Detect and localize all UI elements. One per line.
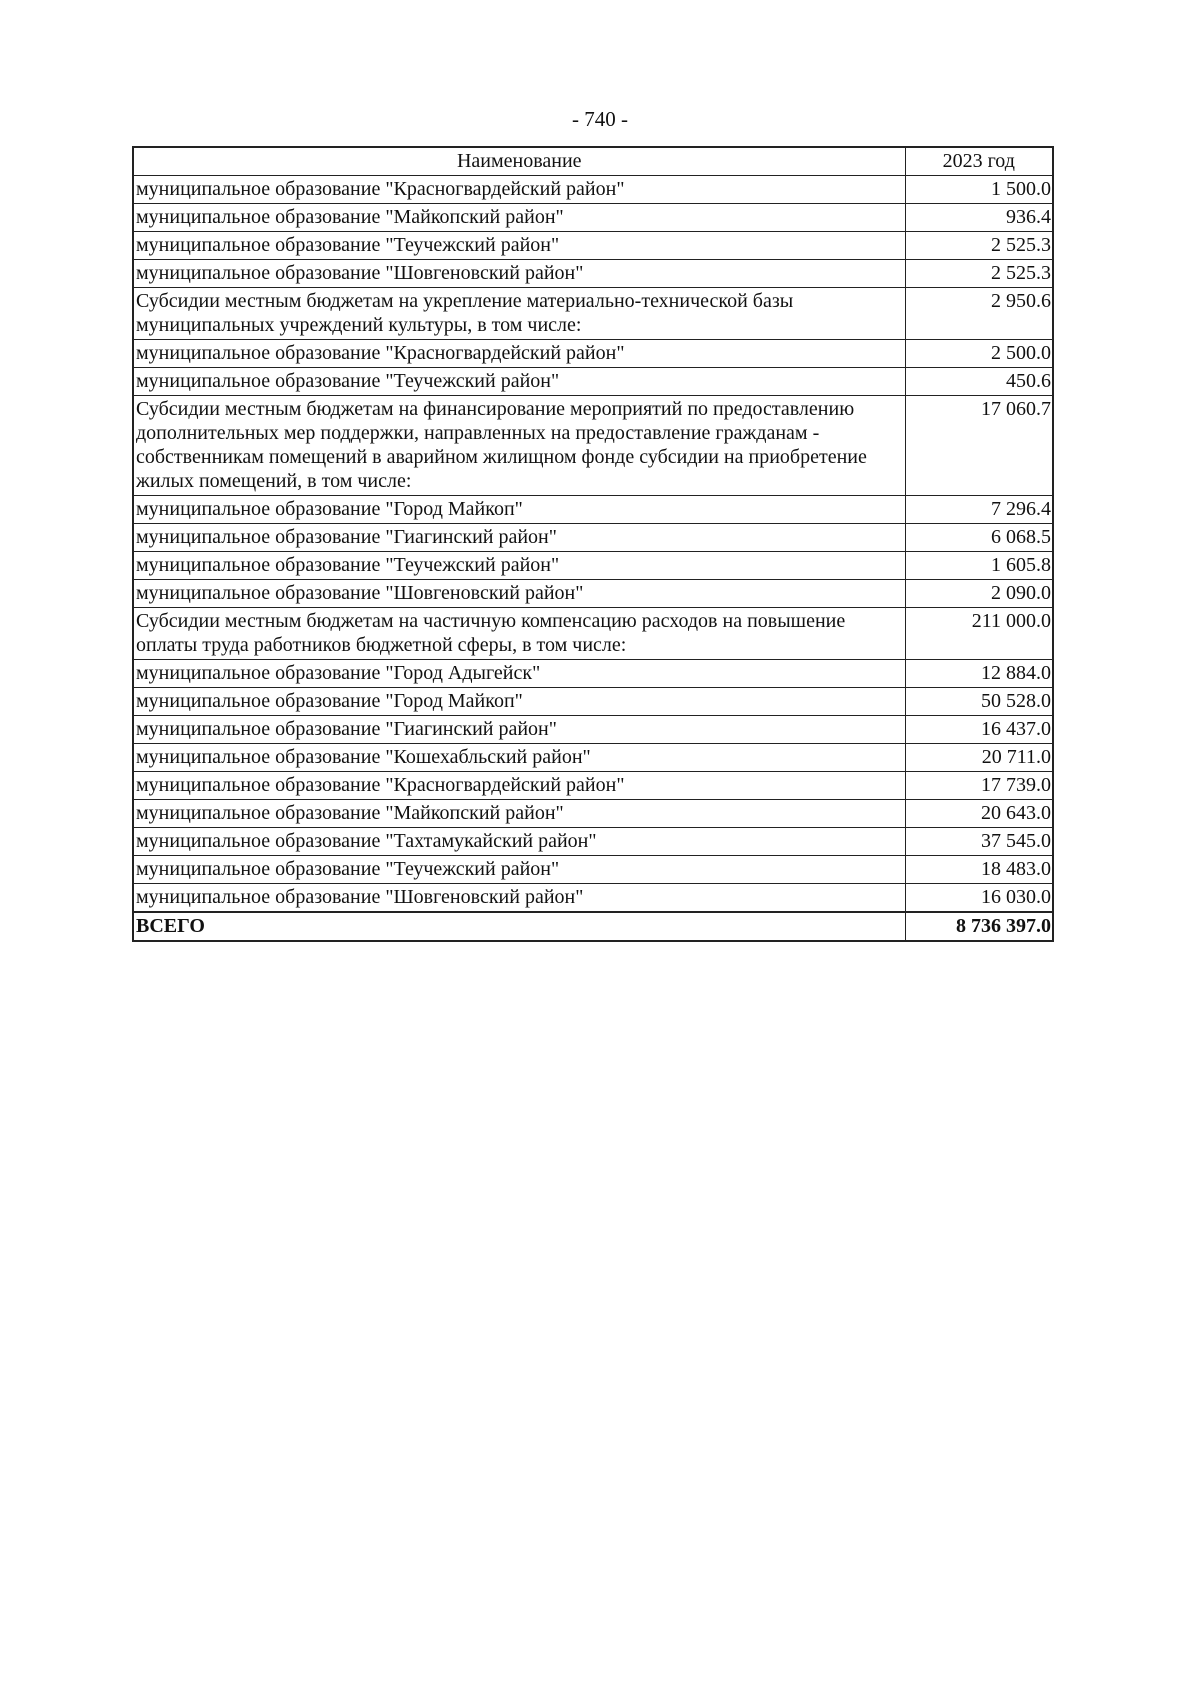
row-name: муниципальное образование "Шовгеновский район" bbox=[133, 260, 905, 288]
row-name: муниципальное образование "Майкопский район" bbox=[133, 800, 905, 828]
column-header-name: Наименование bbox=[133, 147, 905, 176]
table-row bbox=[133, 340, 1053, 368]
table-row bbox=[133, 204, 1053, 232]
table-row bbox=[133, 288, 1053, 340]
row-value: 2 950.6 bbox=[905, 288, 1053, 340]
budget-table bbox=[132, 146, 1054, 942]
table-row bbox=[133, 856, 1053, 884]
row-name: муниципальное образование "Теучежский район" bbox=[133, 552, 905, 580]
table-row bbox=[133, 368, 1053, 396]
row-name: муниципальное образование "Город Майкоп" bbox=[133, 496, 905, 524]
row-name: муниципальное образование "Теучежский район" bbox=[133, 232, 905, 260]
row-value: 16 437.0 bbox=[905, 716, 1053, 744]
row-value: 20 643.0 bbox=[905, 800, 1053, 828]
row-value: 2 525.3 bbox=[905, 260, 1053, 288]
row-value: 16 030.0 bbox=[905, 884, 1053, 913]
row-name: Субсидии местным бюджетам на частичную компенсацию расходов на повышение оплаты труда работников бюджетной сферы, в том числе: bbox=[133, 608, 905, 660]
row-name: муниципальное образование "Теучежский район" bbox=[133, 856, 905, 884]
total-value: 8 736 397.0 bbox=[905, 912, 1053, 941]
row-value: 17 739.0 bbox=[905, 772, 1053, 800]
row-value: 1 500.0 bbox=[905, 176, 1053, 204]
total-label: ВСЕГО bbox=[133, 912, 905, 941]
row-name: муниципальное образование "Теучежский район" bbox=[133, 368, 905, 396]
column-header-year: 2023 год bbox=[905, 147, 1053, 176]
row-name: муниципальное образование "Город Майкоп" bbox=[133, 688, 905, 716]
table-row bbox=[133, 580, 1053, 608]
row-value: 2 525.3 bbox=[905, 232, 1053, 260]
row-value: 1 605.8 bbox=[905, 552, 1053, 580]
row-name: муниципальное образование "Кошехабльский район" bbox=[133, 744, 905, 772]
table-row bbox=[133, 552, 1053, 580]
table-row bbox=[133, 496, 1053, 524]
row-value: 18 483.0 bbox=[905, 856, 1053, 884]
table-row bbox=[133, 524, 1053, 552]
row-name: Субсидии местным бюджетам на укрепление материально-технической базы муниципальных учреждений культуры, в том числе: bbox=[133, 288, 905, 340]
table-row bbox=[133, 608, 1053, 660]
row-name: муниципальное образование "Гиагинский район" bbox=[133, 524, 905, 552]
row-value: 17 060.7 bbox=[905, 396, 1053, 496]
table-row bbox=[133, 396, 1053, 496]
table-row bbox=[133, 660, 1053, 688]
row-value: 450.6 bbox=[905, 368, 1053, 396]
row-name: Субсидии местным бюджетам на финансирование мероприятий по предоставлению дополнительных мер поддержки, направленных на предоставление гражданам - собственникам помещений в аварийном жилищном фонде субсидии на приобретение жилых помещений, в том числе: bbox=[133, 396, 905, 496]
row-value: 37 545.0 bbox=[905, 828, 1053, 856]
total-row bbox=[133, 912, 1053, 941]
table-row bbox=[133, 260, 1053, 288]
table-row bbox=[133, 744, 1053, 772]
row-value: 20 711.0 bbox=[905, 744, 1053, 772]
table-row bbox=[133, 688, 1053, 716]
row-name: муниципальное образование "Гиагинский район" bbox=[133, 716, 905, 744]
row-value: 936.4 bbox=[905, 204, 1053, 232]
table-header-row bbox=[133, 147, 1053, 176]
table-row bbox=[133, 828, 1053, 856]
table-row bbox=[133, 232, 1053, 260]
table-row bbox=[133, 884, 1053, 913]
row-value: 12 884.0 bbox=[905, 660, 1053, 688]
row-value: 2 090.0 bbox=[905, 580, 1053, 608]
row-name: муниципальное образование "Красногвардейский район" bbox=[133, 772, 905, 800]
table-body bbox=[133, 176, 1053, 942]
row-name: муниципальное образование "Майкопский район" bbox=[133, 204, 905, 232]
row-value: 6 068.5 bbox=[905, 524, 1053, 552]
page-number: - 740 - bbox=[572, 107, 628, 131]
row-name: муниципальное образование "Красногвардейский район" bbox=[133, 176, 905, 204]
row-value: 2 500.0 bbox=[905, 340, 1053, 368]
row-name: муниципальное образование "Шовгеновский район" bbox=[133, 580, 905, 608]
row-value: 50 528.0 bbox=[905, 688, 1053, 716]
table-row bbox=[133, 772, 1053, 800]
table-row bbox=[133, 800, 1053, 828]
row-value: 211 000.0 bbox=[905, 608, 1053, 660]
row-name: муниципальное образование "Тахтамукайский район" bbox=[133, 828, 905, 856]
row-value: 7 296.4 bbox=[905, 496, 1053, 524]
table-row bbox=[133, 716, 1053, 744]
table-row bbox=[133, 176, 1053, 204]
row-name: муниципальное образование "Красногвардейский район" bbox=[133, 340, 905, 368]
row-name: муниципальное образование "Шовгеновский район" bbox=[133, 884, 905, 913]
row-name: муниципальное образование "Город Адыгейск" bbox=[133, 660, 905, 688]
